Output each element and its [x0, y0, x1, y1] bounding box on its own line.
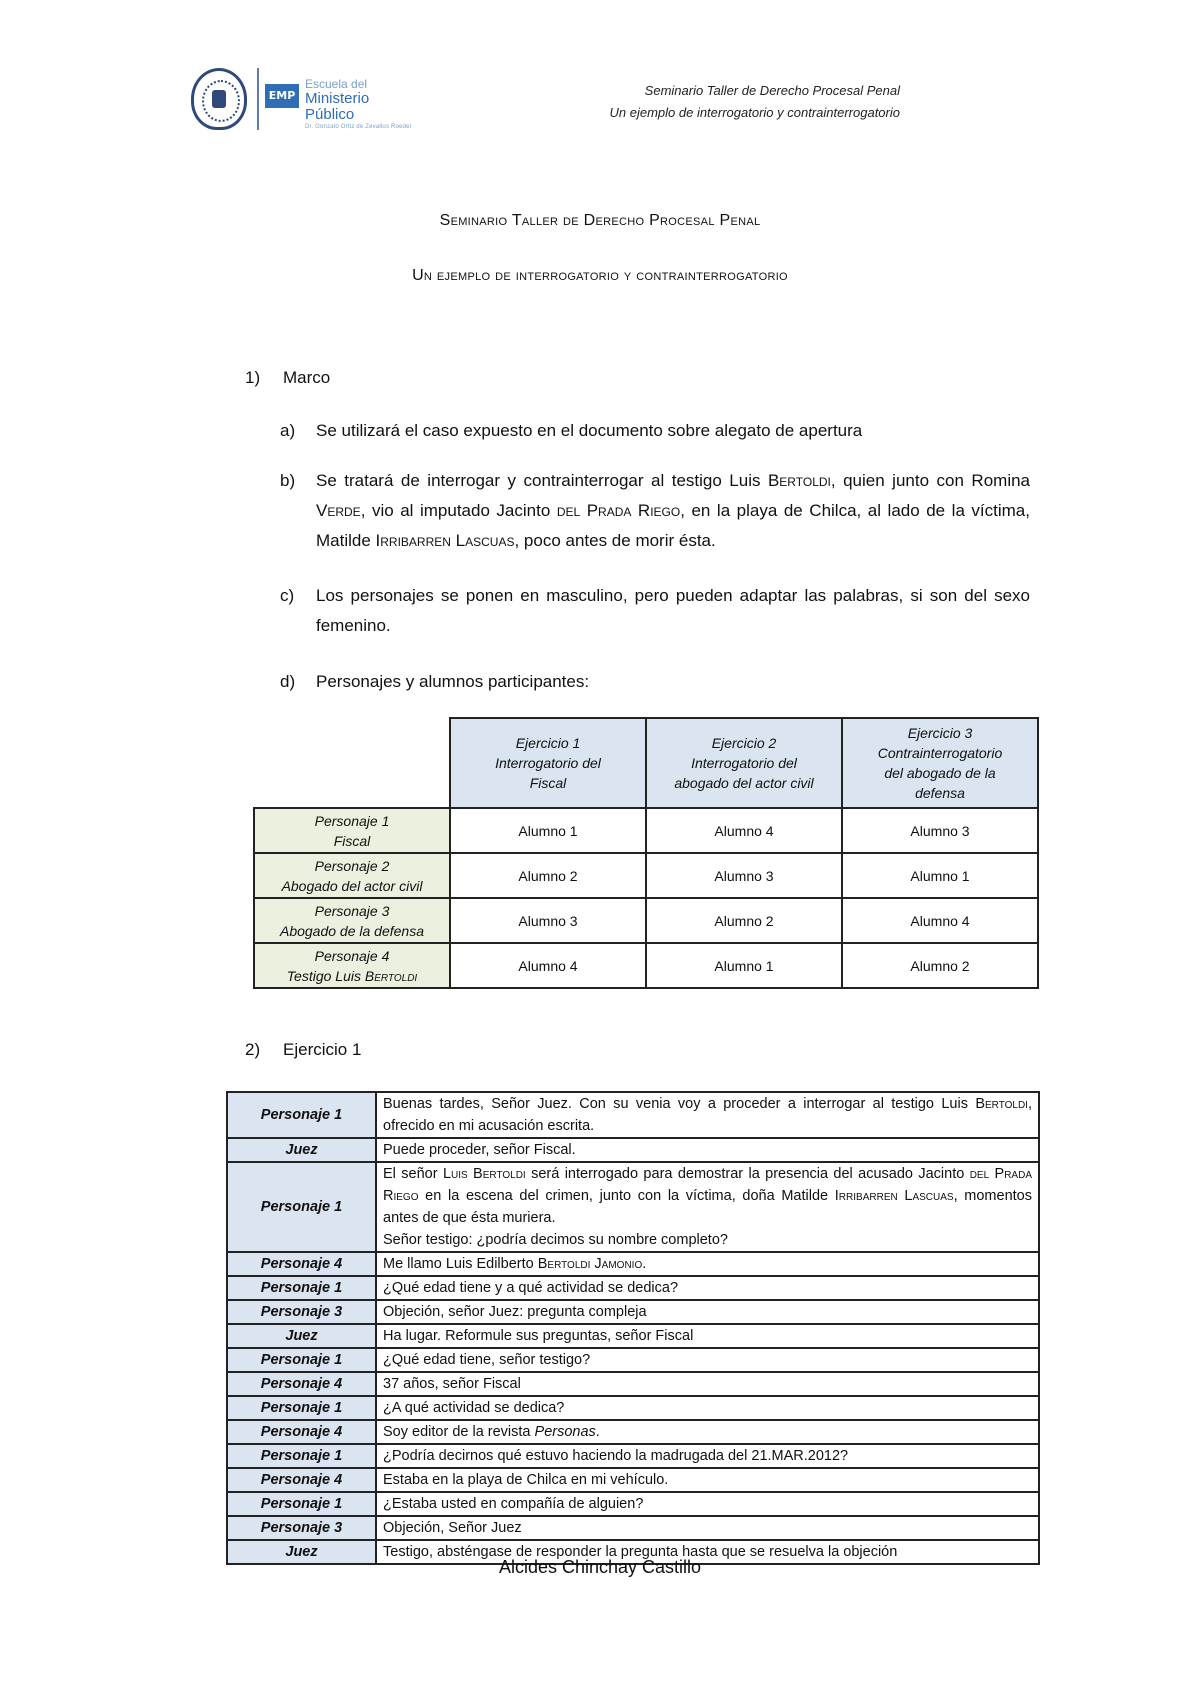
speaker-cell: Personaje 4 — [227, 1372, 376, 1396]
dialogue-line — [383, 1421, 1032, 1443]
student-cell: Alumno 4 — [646, 808, 842, 853]
student-cell: Alumno 1 — [450, 808, 646, 853]
text-run: Se tratará de interrogar y contrainterrogar al testigo Luis — [316, 471, 768, 490]
surname: Bertoldi — [975, 1096, 1028, 1112]
column-header-exercise-3 — [842, 718, 1038, 808]
surname: del Prada Riego — [556, 501, 681, 520]
logo-line-3: Dr. Gonzalo Ortiz de Zevallos Roedel — [305, 124, 412, 130]
role-text: Abogado del actor civil — [281, 877, 423, 894]
dialogue-line — [383, 1229, 1032, 1251]
header-line: abogado del actor civil — [674, 775, 814, 791]
dialogue-line — [383, 1469, 1032, 1491]
table-row — [227, 1138, 1039, 1162]
dialogue-cell — [376, 1468, 1039, 1492]
speaker-cell: Juez — [227, 1540, 376, 1564]
text-run: Buenas tardes, Señor Juez. Con su venia voy a proceder a interrogar al testigo Luis — [383, 1096, 976, 1112]
dialogue-line — [383, 1301, 1032, 1323]
header-line: Contrainterrogatorio — [877, 745, 1003, 761]
dialogue-cell — [376, 1252, 1039, 1276]
list-label: b) — [280, 471, 296, 490]
text-run: , vio al imputado Jacinto — [360, 501, 557, 520]
role-cell — [254, 898, 450, 943]
role-description — [256, 966, 448, 986]
student-cell: Alumno 3 — [842, 808, 1038, 853]
dialogue-cell — [376, 1492, 1039, 1516]
section-title: Ejercicio 1 — [283, 1040, 362, 1059]
dialogue-cell — [376, 1162, 1039, 1252]
role-cell — [254, 808, 450, 853]
dialogue-line — [383, 1397, 1032, 1419]
text-run: , ofrecido en mi acusación escrita. — [383, 1096, 1032, 1134]
table-row — [227, 1492, 1039, 1516]
speaker-cell: Juez — [227, 1138, 376, 1162]
role-name: Personaje 1 — [314, 812, 390, 829]
student-cell: Alumno 3 — [646, 853, 842, 898]
dialogue-line — [383, 1253, 1032, 1275]
empty-corner-cell — [254, 718, 450, 808]
dialogue-cell — [376, 1396, 1039, 1420]
role-name: Personaje 3 — [314, 902, 390, 919]
speaker-cell: Personaje 1 — [227, 1492, 376, 1516]
surname: Irribarren Lascuas — [834, 1188, 954, 1204]
table-row — [227, 1372, 1039, 1396]
role-text: Fiscal — [333, 832, 371, 849]
speaker-cell: Personaje 1 — [227, 1092, 376, 1138]
text-run: Objeción, señor Juez: pregunta compleja — [383, 1304, 647, 1320]
list-item-d — [280, 667, 1030, 697]
dialogue-line — [383, 1093, 1032, 1137]
logo-divider — [257, 68, 259, 130]
text-run: Puede proceder, señor Fiscal. — [383, 1142, 576, 1158]
list-item-c — [280, 581, 1030, 641]
logo-line-1: Escuela del — [305, 77, 368, 91]
header-line: Fiscal — [529, 775, 567, 791]
header-line: Ejercicio 2 — [711, 735, 777, 751]
text-run: Estaba en la playa de Chilca en mi vehículo. — [383, 1472, 669, 1488]
document-subtitle: Un ejemplo de interrogatorio y contrainterrogatorio — [412, 267, 788, 284]
university-seal-icon — [191, 68, 247, 130]
role-description — [256, 876, 448, 896]
table-row — [254, 808, 1038, 853]
role-description — [256, 831, 448, 851]
text-run: Señor testigo: ¿podría decimos su nombre completo? — [383, 1232, 728, 1248]
table-row — [254, 943, 1038, 988]
surname: Bertoldi — [364, 967, 418, 984]
header-line: Interrogatorio del — [691, 755, 797, 771]
dialogue-cell — [376, 1516, 1039, 1540]
participants-table — [253, 717, 1039, 989]
text-run: ¿Podría decirnos qué estuvo haciendo la madrugada del 21.MAR.2012? — [383, 1448, 849, 1464]
text-run: Testigo, absténgase de responder la pregunta hasta que se resuelva la objeción — [383, 1544, 898, 1560]
table-row — [227, 1516, 1039, 1540]
dialogue-cell — [376, 1372, 1039, 1396]
text-run: en la escena del crimen, junto con la víctima, doña Matilde — [418, 1188, 835, 1204]
text-run: ¿Qué edad tiene, señor testigo? — [383, 1352, 591, 1368]
text-run: . — [642, 1256, 647, 1272]
role-cell — [254, 853, 450, 898]
dialogue-cell — [376, 1444, 1039, 1468]
list-label: c) — [280, 586, 295, 605]
document-title: Seminario Taller de Derecho Procesal Penal — [439, 212, 761, 229]
section-title: Marco — [283, 368, 331, 387]
speaker-cell: Personaje 1 — [227, 1348, 376, 1372]
text-run: ¿Qué edad tiene y a qué actividad se dedica? — [383, 1280, 679, 1296]
speaker-cell: Personaje 4 — [227, 1420, 376, 1444]
header-line: del abogado de la — [884, 765, 996, 781]
text-run: Ha lugar. Reformule sus preguntas, señor Fiscal — [383, 1328, 694, 1344]
text-run: Objeción, Señor Juez — [383, 1520, 522, 1536]
surname: del Prada Riego — [383, 1166, 1032, 1204]
speaker-cell: Personaje 4 — [227, 1252, 376, 1276]
header-line: defensa — [915, 785, 965, 801]
table-row — [227, 1162, 1039, 1252]
table-row — [254, 853, 1038, 898]
dialogue-cell — [376, 1348, 1039, 1372]
surname: Bertoldi Jamonio — [537, 1256, 643, 1272]
dialogue-line — [383, 1163, 1032, 1229]
dialogue-cell — [376, 1300, 1039, 1324]
surname: Bertoldi — [767, 471, 831, 490]
table-row — [227, 1348, 1039, 1372]
list-label: a) — [280, 421, 296, 440]
list-label: d) — [280, 672, 296, 691]
role-cell — [254, 943, 450, 988]
student-cell: Alumno 1 — [842, 853, 1038, 898]
section-number: 1) — [245, 368, 261, 387]
text-run: Me llamo Luis Edilberto — [383, 1256, 538, 1272]
header-title-1: Seminario Taller de Derecho Procesal Penal — [644, 83, 900, 98]
header-line: Interrogatorio del — [495, 755, 601, 771]
role-name: Personaje 2 — [314, 857, 390, 874]
speaker-cell: Personaje 4 — [227, 1468, 376, 1492]
dialogue-cell — [376, 1276, 1039, 1300]
list-item-a — [280, 416, 1030, 446]
table-row — [227, 1300, 1039, 1324]
text-run: . — [595, 1424, 600, 1440]
emp-badge: EMP — [265, 84, 299, 108]
surname: Luis Bertoldi — [442, 1166, 526, 1182]
dialogue-line — [383, 1445, 1032, 1467]
column-header-exercise-1 — [450, 718, 646, 808]
dialogue-line — [383, 1349, 1032, 1371]
surname: Verde — [316, 501, 361, 520]
list-text: Los personajes se ponen en masculino, pero pueden adaptar las palabras, si son del sexo femenino. — [316, 586, 1030, 635]
table-row — [227, 1252, 1039, 1276]
role-name: Personaje 4 — [314, 947, 390, 964]
header-line: Ejercicio 1 — [515, 735, 581, 751]
text-run: 37 años, señor Fiscal — [383, 1376, 521, 1392]
list-text — [316, 466, 1030, 556]
dialogue-cell — [376, 1138, 1039, 1162]
text-run: , quien junto con Romina — [830, 471, 1031, 490]
text-run: , en la playa de Chilca, al lado de la víctima, Matilde — [316, 501, 1030, 550]
header-line: Ejercicio 3 — [907, 725, 973, 741]
dialogue-line — [383, 1325, 1032, 1347]
section-number: 2) — [245, 1040, 261, 1059]
table-row — [227, 1324, 1039, 1348]
student-cell: Alumno 4 — [842, 898, 1038, 943]
logo-text — [305, 78, 415, 131]
text-run: ¿A qué actividad se dedica? — [383, 1400, 565, 1416]
dialogue-line — [383, 1493, 1032, 1515]
dialogue-cell — [376, 1324, 1039, 1348]
speaker-cell: Personaje 1 — [227, 1162, 376, 1252]
speaker-cell: Personaje 1 — [227, 1444, 376, 1468]
text-run: será interrogado para demostrar la presencia del acusado Jacinto — [525, 1166, 970, 1182]
speaker-cell: Personaje 1 — [227, 1276, 376, 1300]
role-text: Abogado de la defensa — [279, 922, 424, 939]
table-row — [227, 1396, 1039, 1420]
text-run: ¿Estaba usted en compañía de alguien? — [383, 1496, 644, 1512]
author-footer: Alcides Chinchay Castillo — [498, 1557, 702, 1577]
table-row — [227, 1092, 1039, 1138]
speaker-cell: Personaje 3 — [227, 1516, 376, 1540]
dialogue-line — [383, 1139, 1032, 1161]
text-run: , poco antes de morir ésta. — [514, 531, 716, 550]
speaker-cell: Personaje 1 — [227, 1396, 376, 1420]
student-cell: Alumno 4 — [450, 943, 646, 988]
student-cell: Alumno 1 — [646, 943, 842, 988]
table-row — [227, 1444, 1039, 1468]
table-row — [227, 1276, 1039, 1300]
dialogue-line — [383, 1277, 1032, 1299]
student-cell: Alumno 2 — [842, 943, 1038, 988]
dialogue-line — [383, 1517, 1032, 1539]
list-item-b — [280, 466, 1030, 556]
text-run: , momentos antes de que ésta muriera. — [383, 1188, 1032, 1226]
student-cell: Alumno 2 — [450, 853, 646, 898]
dialogue-cell — [376, 1092, 1039, 1138]
column-header-exercise-2 — [646, 718, 842, 808]
speaker-cell: Personaje 3 — [227, 1300, 376, 1324]
text-run: Soy editor de la revista — [383, 1424, 535, 1440]
speaker-cell: Juez — [227, 1324, 376, 1348]
exercise-1-dialogue-table — [226, 1091, 1040, 1565]
surname: Irribarren Lascuas — [375, 531, 515, 550]
list-text: Personajes y alumnos participantes: — [316, 672, 590, 691]
role-description — [256, 921, 448, 941]
student-cell: Alumno 3 — [450, 898, 646, 943]
header-title-2: Un ejemplo de interrogatorio y contrainterrogatorio — [609, 105, 900, 120]
institution-logo — [191, 64, 412, 134]
role-text: Testigo Luis — [286, 967, 365, 984]
student-cell: Alumno 2 — [646, 898, 842, 943]
table-header-row — [254, 718, 1038, 808]
text-run: El señor — [383, 1166, 443, 1182]
dialogue-line — [383, 1373, 1032, 1395]
logo-line-2: Ministerio Público — [305, 90, 370, 123]
table-row — [227, 1468, 1039, 1492]
italic-title: Personas — [534, 1424, 596, 1440]
dialogue-cell — [376, 1420, 1039, 1444]
table-row — [254, 898, 1038, 943]
list-text: Se utilizará el caso expuesto en el documento sobre alegato de apertura — [316, 421, 863, 440]
table-row — [227, 1420, 1039, 1444]
